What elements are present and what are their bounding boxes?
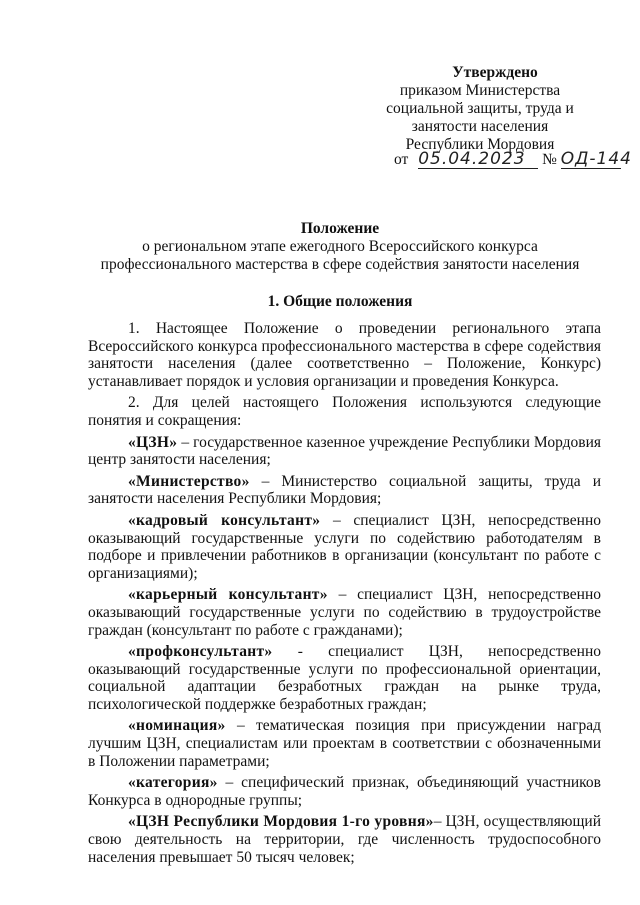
- definition-text: – Министерство социальной защиты, труда и занятости населения Республики Мордовия;: [88, 472, 601, 508]
- document-body: [88, 320, 601, 870]
- definition-text: – государственное казенное учреждение Республики Мордовия центр занятости населения;: [88, 433, 601, 469]
- definition-text: – специфический признак, объединяющий участников Конкурса в однородные группы;: [88, 774, 601, 809]
- definition-text: – специалист ЦЗН, непосредственно оказывающий государственные услуги по содействию в трудоустройстве граждан (консультант по работе с гражданами);: [88, 586, 601, 639]
- definition-prof-consultant: [88, 643, 601, 713]
- approval-line-1: приказом Министерства: [399, 82, 561, 99]
- definition-term: «кадровый консультант»: [128, 511, 321, 529]
- definition-term: «ЦЗН Республики Мордовия 1-го уровня»: [128, 813, 434, 831]
- definition-text: – специалист ЦЗН, непосредственно оказывающий государственные услуги по содействию работодателям в подборе и привлечении работников в организации (консультант по работе с организациями);: [88, 511, 601, 582]
- order-number-prefix: №: [542, 151, 557, 168]
- definition-career-consultant: [88, 586, 601, 639]
- definition-czn-level-1: [88, 813, 601, 866]
- paragraph-2: 2. Для целей настоящего Положения используются следующие понятия и сокращения:: [88, 394, 601, 429]
- definition-term: «номинация»: [128, 717, 226, 735]
- order-prefix: от: [394, 151, 409, 168]
- paragraph-1: 1. Настоящее Положение о проведении регионального этапа Всероссийского конкурса профессионального мастерства в сфере содействия занятости населения (далее соответственно – Положение, Конкурс) устанавливает порядок и условия организации и проведения Конкурса.: [88, 320, 601, 390]
- definition-term: «профконсультант»: [128, 643, 273, 661]
- definition-hr-consultant: [88, 512, 601, 582]
- definition-czn: [88, 434, 601, 469]
- definition-text: – ЦЗН, осуществляющий свою деятельность на территории, где численность трудоспособного населения превышает 50 тысяч человек;: [88, 813, 602, 866]
- definition-text: – тематическая позиция при присуждении наград лучшим ЦЗН, специалистам или проектам в соответствии с обозначенными в Положении параметрами;: [88, 717, 601, 770]
- order-date-handwritten: 05.04.2023: [418, 150, 538, 169]
- approval-heading: Утверждено: [452, 64, 538, 81]
- definition-term: «категория»: [128, 774, 218, 792]
- approval-line-2: социальной защиты, труда и: [386, 100, 574, 117]
- definition-term: «Министерство»: [128, 472, 250, 490]
- approval-line-4: Республики Мордовия: [405, 136, 555, 153]
- order-line: [394, 149, 632, 169]
- approval-block: [360, 64, 600, 154]
- definition-ministry: [88, 473, 601, 508]
- document-subtitle-line-2: профессионального мастерства в сфере содействия занятости населения: [100, 256, 580, 273]
- definition-nomination: [88, 717, 601, 770]
- document-title: Положение: [300, 220, 380, 237]
- document-title-block: [80, 220, 600, 274]
- definition-text: - специалист ЦЗН, непосредственно оказывающий государственные услуги по профессиональной ориентации, социальной адаптации безработных граждан на рынке труда, психологической поддержке безработных граждан;: [88, 643, 601, 713]
- definition-term: «ЦЗН»: [128, 433, 178, 451]
- approval-line-3: занятости населения: [411, 118, 549, 135]
- definition-term: «карьерный консультант»: [128, 586, 328, 604]
- order-number-handwritten: ОД-144: [560, 149, 632, 169]
- definition-category: [88, 774, 601, 809]
- section-heading: 1. Общие положения: [267, 293, 413, 310]
- document-subtitle-line-1: о региональном этапе ежегодного Всероссийского конкурса: [142, 238, 538, 255]
